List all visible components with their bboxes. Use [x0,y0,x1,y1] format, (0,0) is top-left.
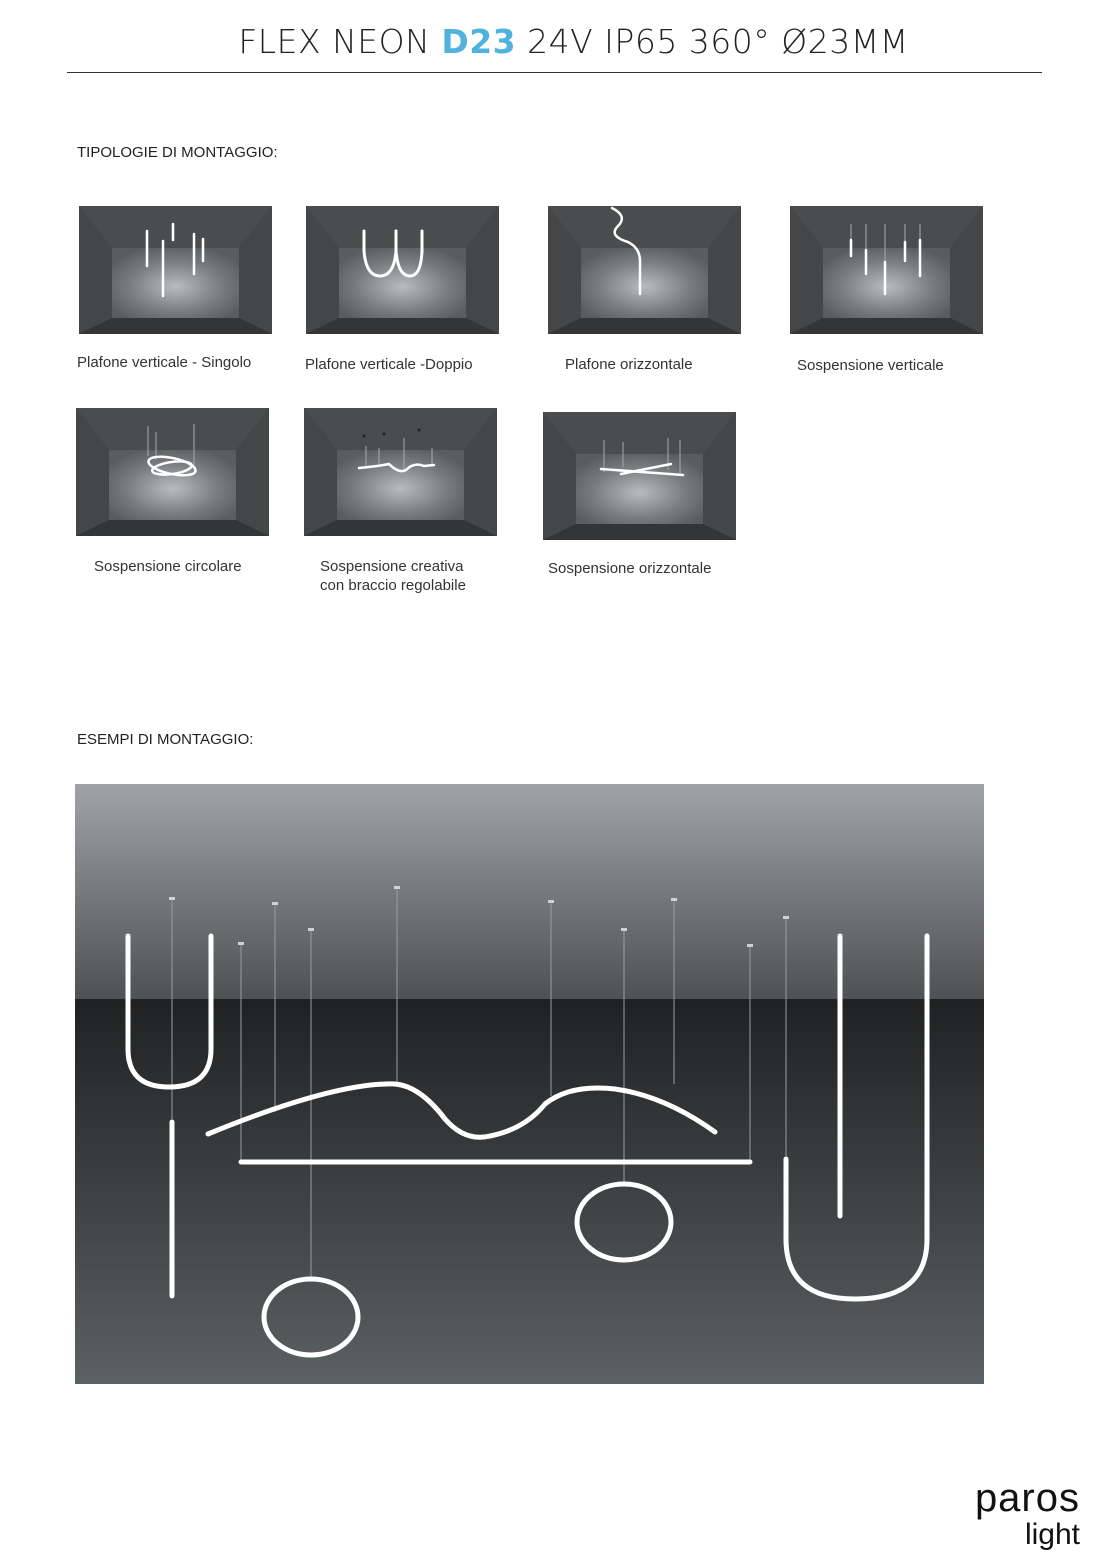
thumb-plafone-verticale-singolo [79,206,272,334]
caption-plafone-verticale-singolo: Plafone verticale - Singolo [77,354,252,371]
caption-sospensione-circolare: Sospensione circolare [94,558,242,575]
title-model-highlight: D23 [441,22,517,61]
thumb-sospensione-circolare [76,408,269,536]
caption-sospensione-creativa: Sospensione creativa con braccio regolabile [320,558,466,594]
thumb-sospensione-orizzontale [543,412,736,540]
thumb-sospensione-verticale [790,206,983,334]
mounting-examples-render [75,784,984,1384]
caption-plafone-verticale-doppio: Plafone verticale -Doppio [305,356,473,373]
title-divider [67,72,1042,73]
page-title: FLEX NEON D23 24V IP65 360° Ø23MM [238,22,909,61]
thumb-plafone-orizzontale [548,206,741,334]
thumb-plafone-verticale-doppio [306,206,499,334]
thumb-sospensione-creativa [304,408,497,536]
examples-heading: ESEMPI DI MONTAGGIO: [77,731,254,748]
brand-sub: light [1024,1518,1080,1551]
caption-plafone-orizzontale: Plafone orizzontale [565,356,693,373]
caption-sospensione-verticale: Sospensione verticale [797,357,944,374]
types-heading: TIPOLOGIE DI MONTAGGIO: [77,144,278,161]
caption-sospensione-orizzontale: Sospensione orizzontale [548,560,712,577]
brand-logo [975,1478,1080,1552]
brand-name: paros [974,1476,1080,1520]
